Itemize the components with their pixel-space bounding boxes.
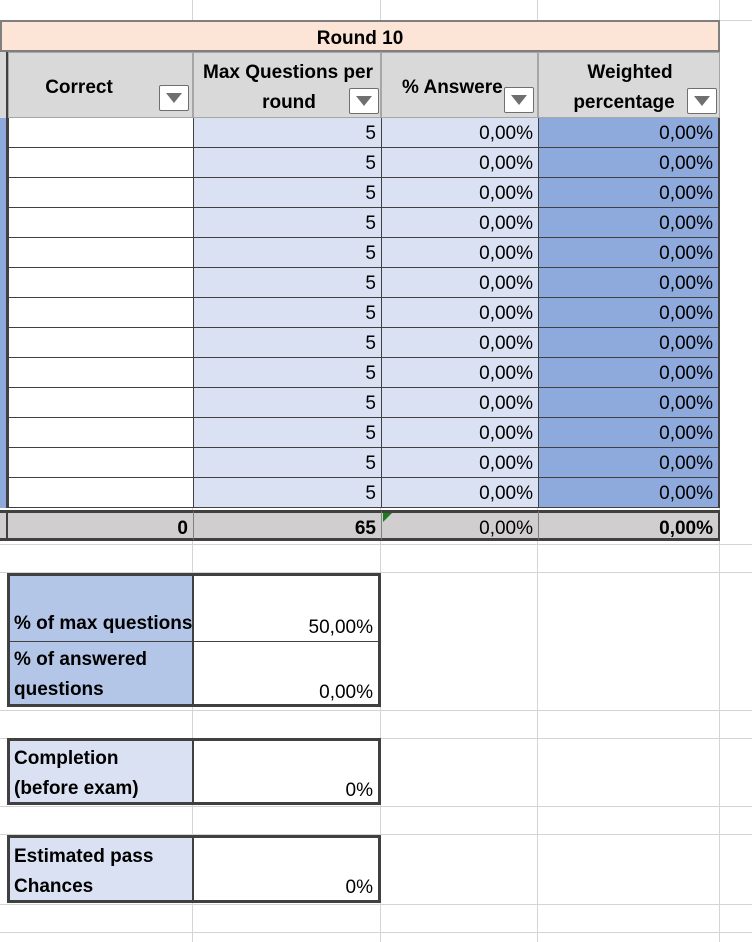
pass-chances-label-cell[interactable]: [10, 838, 194, 900]
column-header-weighted[interactable]: [538, 52, 720, 118]
cell-weighted[interactable]: 0,00%: [538, 178, 720, 208]
totals-answered[interactable]: 0,00%: [381, 510, 538, 541]
filter-dropdown-correct[interactable]: [159, 85, 189, 111]
cell-weighted[interactable]: 0,00%: [538, 268, 720, 298]
row-left-edge: [0, 448, 8, 478]
cell-max-questions[interactable]: 5: [193, 148, 381, 178]
pct-answered-label-line2: questions: [14, 679, 104, 700]
filter-dropdown-answered[interactable]: [504, 87, 534, 113]
cell-answered[interactable]: 0,00%: [381, 388, 538, 418]
row-left-edge: [0, 478, 8, 508]
cell-weighted[interactable]: 0,00%: [538, 448, 720, 478]
completion-label-line2: (before exam): [14, 778, 139, 799]
row-left-edge: [0, 208, 8, 238]
completion-label-cell[interactable]: [10, 741, 194, 802]
cell-answered[interactable]: 0,00%: [381, 148, 538, 178]
completion-box: [7, 738, 381, 805]
cell-answered[interactable]: 0,00%: [381, 328, 538, 358]
cell-weighted[interactable]: 0,00%: [538, 358, 720, 388]
cell-correct[interactable]: [8, 178, 193, 208]
cell-correct[interactable]: [8, 418, 193, 448]
pass-chances-value[interactable]: 0%: [345, 877, 373, 898]
round-header[interactable]: [0, 20, 720, 52]
cell-correct[interactable]: [8, 328, 193, 358]
column-header-correct[interactable]: [8, 52, 193, 118]
cell-max-questions[interactable]: 5: [193, 268, 381, 298]
pct-answered-label-cell[interactable]: [10, 642, 194, 704]
row-left-edge: [0, 298, 8, 328]
cell-max-questions[interactable]: 5: [193, 478, 381, 508]
column-header-max-questions-line1: Max Questions per: [203, 62, 373, 83]
row-left-edge: [0, 148, 8, 178]
cell-correct[interactable]: [8, 148, 193, 178]
cell-max-questions[interactable]: 5: [193, 418, 381, 448]
cell-max-questions[interactable]: 5: [193, 238, 381, 268]
row-left-edge: [0, 118, 8, 148]
column-header-max-questions-line2: round: [262, 92, 316, 113]
cell-weighted[interactable]: 0,00%: [538, 418, 720, 448]
cell-max-questions[interactable]: 5: [193, 178, 381, 208]
column-header-max-questions[interactable]: [193, 52, 381, 118]
cell-correct[interactable]: [8, 208, 193, 238]
cell-max-questions[interactable]: 5: [193, 328, 381, 358]
cell-correct[interactable]: [8, 388, 193, 418]
cell-correct[interactable]: [8, 238, 193, 268]
cell-answered[interactable]: 0,00%: [381, 208, 538, 238]
cell-correct[interactable]: [8, 118, 193, 148]
column-header-answered-label: % Answere: [402, 77, 503, 98]
chevron-down-icon: [694, 96, 710, 106]
cell-max-questions[interactable]: 5: [193, 358, 381, 388]
totals-left-edge: [0, 510, 8, 541]
cell-weighted[interactable]: 0,00%: [538, 298, 720, 328]
cell-answered[interactable]: 0,00%: [381, 178, 538, 208]
cell-weighted[interactable]: 0,00%: [538, 388, 720, 418]
pct-answered-label-line1: % of answered: [14, 649, 148, 670]
pass-chances-label-line2: Chances: [14, 876, 94, 897]
cell-answered[interactable]: 0,00%: [381, 418, 538, 448]
completion-label-line1: Completion: [14, 748, 119, 769]
row-left-edge: [0, 418, 8, 448]
row-left-edge: [0, 268, 8, 298]
pct-max-label: % of max questions: [14, 613, 193, 634]
chevron-down-icon: [356, 96, 372, 106]
chevron-down-icon: [511, 95, 527, 105]
row-left-edge: [0, 178, 8, 208]
round-header-label: Round 10: [316, 28, 404, 49]
row-left-edge: [0, 238, 8, 268]
cell-answered[interactable]: 0,00%: [381, 358, 538, 388]
cell-correct[interactable]: [8, 298, 193, 328]
error-indicator-icon: [383, 513, 392, 522]
cell-correct[interactable]: [8, 268, 193, 298]
cell-answered[interactable]: 0,00%: [381, 298, 538, 328]
pct-answered-value[interactable]: 0,00%: [319, 682, 373, 703]
row-left-edge: [0, 358, 8, 388]
cell-correct[interactable]: [8, 478, 193, 508]
cell-weighted[interactable]: 0,00%: [538, 478, 720, 508]
cell-weighted[interactable]: 0,00%: [538, 328, 720, 358]
cell-weighted[interactable]: 0,00%: [538, 238, 720, 268]
row-left-edge: [0, 388, 8, 418]
chevron-down-icon: [166, 93, 182, 103]
totals-correct[interactable]: 0: [8, 510, 193, 541]
cell-answered[interactable]: 0,00%: [381, 448, 538, 478]
pct-max-value[interactable]: 50,00%: [194, 576, 378, 642]
cell-answered[interactable]: 0,00%: [381, 268, 538, 298]
column-header-answered[interactable]: [381, 52, 538, 118]
totals-max[interactable]: 65: [193, 510, 381, 541]
cell-weighted[interactable]: 0,00%: [538, 208, 720, 238]
cell-answered[interactable]: 0,00%: [381, 118, 538, 148]
cell-max-questions[interactable]: 5: [193, 208, 381, 238]
cell-answered[interactable]: 0,00%: [381, 238, 538, 268]
cell-weighted[interactable]: 0,00%: [538, 148, 720, 178]
filter-dropdown-max-questions[interactable]: [349, 88, 379, 114]
cell-max-questions[interactable]: 5: [193, 118, 381, 148]
cell-correct[interactable]: [8, 358, 193, 388]
completion-value[interactable]: 0%: [345, 780, 373, 801]
pass-chances-label-line1: Estimated pass: [14, 846, 154, 867]
cell-weighted[interactable]: 0,00%: [538, 118, 720, 148]
summary-box: [7, 573, 381, 707]
column-header-weighted-line1: Weighted: [587, 62, 673, 83]
pass-chances-box: [7, 835, 381, 903]
pct-max-label-cell[interactable]: [10, 576, 194, 642]
totals-weighted[interactable]: 0,00%: [538, 510, 720, 541]
column-header-weighted-line2: percentage: [573, 92, 675, 113]
filter-dropdown-weighted[interactable]: [687, 88, 717, 114]
column-header-left-edge: [0, 52, 8, 118]
cell-correct[interactable]: [8, 448, 193, 478]
cell-max-questions[interactable]: 5: [193, 298, 381, 328]
row-left-edge: [0, 328, 8, 358]
column-header-correct-label: Correct: [45, 77, 113, 98]
cell-max-questions[interactable]: 5: [193, 388, 381, 418]
cell-answered[interactable]: 0,00%: [381, 478, 538, 508]
cell-max-questions[interactable]: 5: [193, 448, 381, 478]
